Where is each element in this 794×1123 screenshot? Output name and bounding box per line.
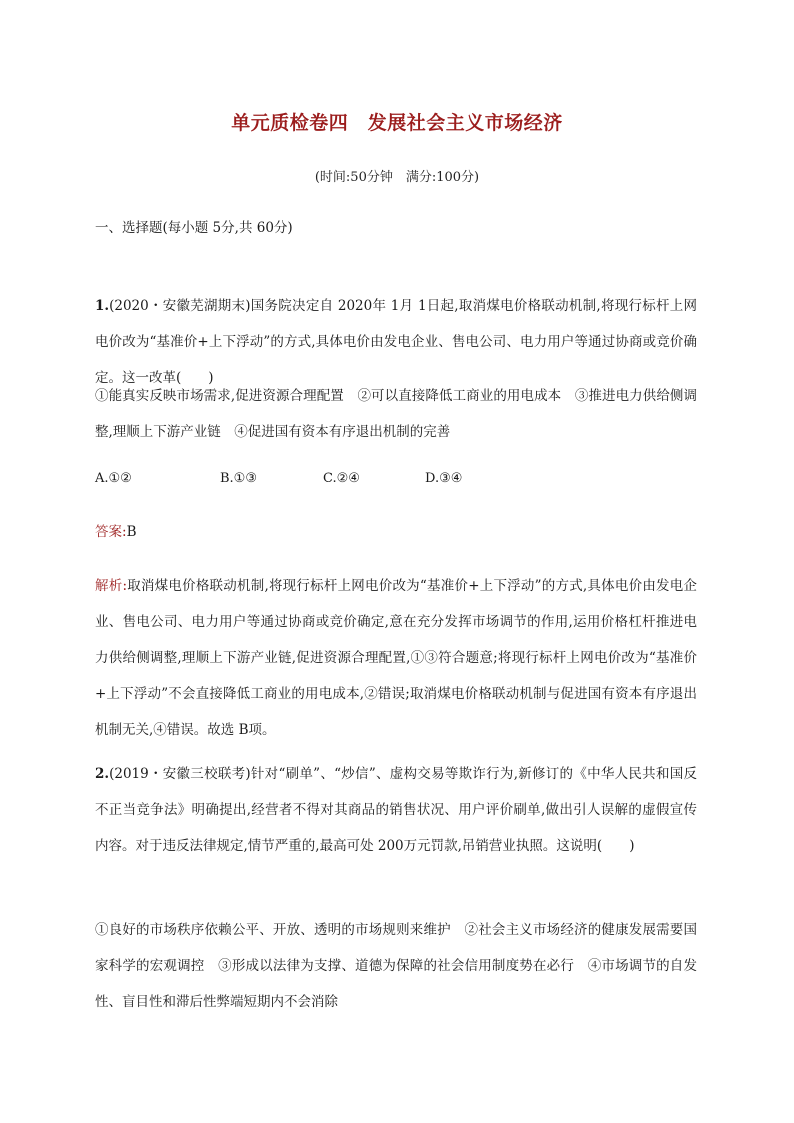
analysis-text: 取消煤电价格联动机制,将现行标杆上网电价改为“基准价+上下浮动”的方式,具体电价由发电企业、售电公司、电力用户等通过协商或竞价确定,意在充分发挥市场调节的作用,运用价格杠杆推进电力供给侧调整,理顺上下游产业链,促进资源合理配置,①③符合题意;将现行标杆上网电价改为“基准价+上下浮动”不会直接降低工商业的用电成本,②错误;取消煤电价格联动机制与促进国有资本有序退出机制无关,④错误。故选 B项。 — [95, 578, 697, 738]
option-d: D.③④ — [425, 471, 463, 486]
question-1-analysis — [95, 568, 697, 748]
question-1-text: (2020・安徽芜湖期末)国务院决定自 2020年 1月 1日起,取消煤电价格联动机制,将现行标杆上网电价改为“基准价+上下浮动”的方式,具体电价由发电企业、售电公司、电力用户等通过协商或竞价确定。这一改革( ) — [95, 298, 697, 386]
analysis-label: 解析: — [95, 578, 127, 594]
question-1-statements: ①能真实反映市场需求,促进资源合理配置 ②可以直接降低工商业的用电成本 ③推进电力供给侧调整,理顺上下游产业链 ④促进国有资本有序退出机制的完善 — [95, 388, 697, 440]
exam-info: (时间:50分钟 满分:100分) — [314, 170, 480, 185]
section-heading: 一、选择题(每小题 5分,共 60分) — [95, 220, 293, 236]
option-a: A.①② — [95, 471, 132, 486]
question-1-answer — [95, 520, 136, 540]
question-2-number: 2. — [95, 766, 110, 782]
question-2-stem — [95, 756, 697, 864]
option-b: B.①③ — [220, 471, 257, 486]
answer-label: 答案: — [95, 524, 127, 540]
answer-value: B — [126, 524, 137, 540]
question-2-text: (2019・安徽三校联考)针对“刷单”、“炒信”、虚构交易等欺诈行为,新修订的《中华人民共和国反不正当竞争法》明确提出,经营者不得对其商品的销售状况、用户评价刷单,做出引人误解的虚假宣传内容。对于违反法律规定,情节严重的,最高可处 200万元罚款,吊销营业执照。这说明( ) — [95, 766, 697, 854]
question-1-number: 1. — [95, 298, 110, 314]
question-2-statements: ①良好的市场秩序依赖公平、开放、透明的市场规则来维护 ②社会主义市场经济的健康发展需要国家科学的宏观调控 ③形成以法律为支撑、道德为保障的社会信用制度势在必行 ④市场调节的自发性、盲目性和滞后性弊端短期内不会消除 — [95, 922, 697, 1010]
option-c: C.②④ — [323, 471, 360, 486]
page-title: 单元质检卷四 发展社会主义市场经济 — [231, 112, 563, 134]
